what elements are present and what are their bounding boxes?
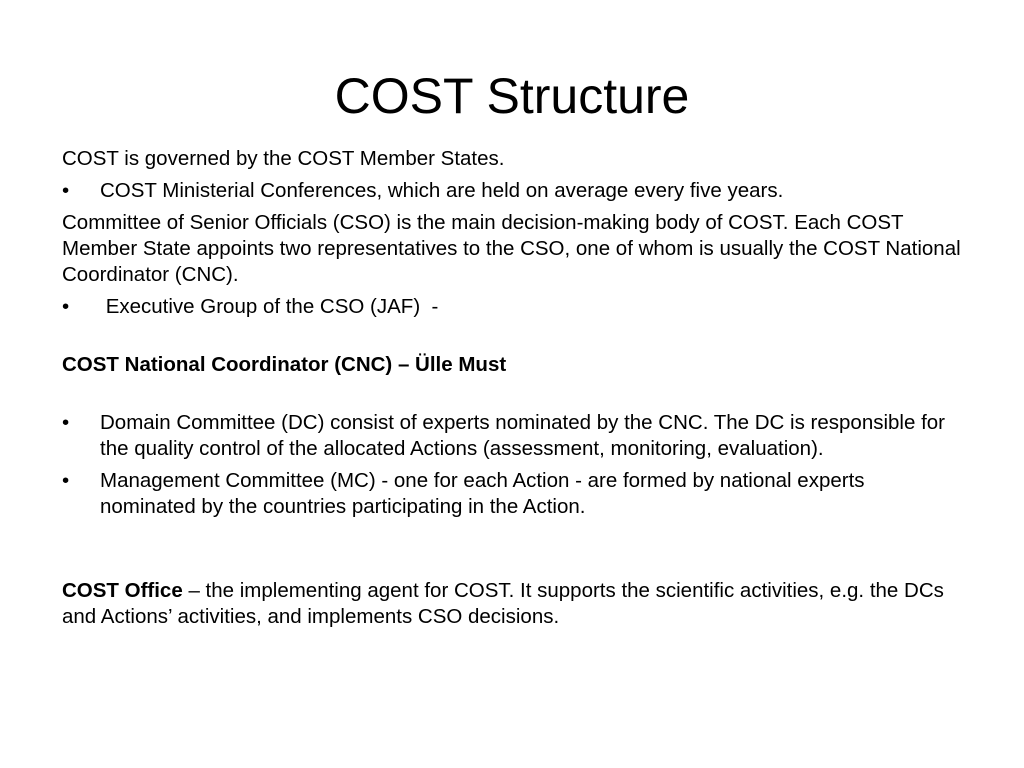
bullet-marker: • [62, 295, 70, 318]
bullet-text: Domain Committee (DC) consist of experts nominated by the CNC. The DC is responsible for the quality control of the allocated Actions (assessment, monitoring, evaluation). [100, 411, 945, 460]
spacer [62, 384, 962, 410]
paragraph-cso: Committee of Senior Officials (CSO) is the main decision-making body of COST. Each COST Member State appoints two representatives to the CSO, one of whom is usually the COST National Coordinator (CNC). [62, 211, 961, 286]
paragraph-governance: COST is governed by the COST Member States. [62, 147, 505, 170]
bullet-management-committee [62, 468, 962, 520]
bullet-marker: • [62, 469, 70, 492]
bullet-domain-committee [62, 410, 962, 462]
spacer [62, 326, 962, 352]
paragraph-cost-office [62, 578, 962, 630]
bullet-marker: • [62, 179, 70, 202]
cost-office-text: – the implementing agent for COST. It supports the scientific activities, e.g. the DCs and Actions’ activities, and implements CSO decisions. [62, 579, 944, 628]
bullet-executive-group [62, 294, 962, 320]
bullet-marker: • [62, 411, 70, 434]
bullet-text: Executive Group of the CSO (JAF) - [100, 295, 439, 318]
spacer [62, 526, 962, 578]
slide-title: COST Structure [334, 68, 690, 124]
bullet-ministerial-conferences [62, 178, 962, 204]
bullet-text: COST Ministerial Conferences, which are held on average every five years. [100, 179, 784, 202]
slide-body [62, 146, 962, 636]
cnc-heading: COST National Coordinator (CNC) – Ülle Must [62, 353, 507, 376]
bullet-text: Management Committee (MC) - one for each Action - are formed by national experts nominated by the countries participating in the Action. [100, 469, 865, 518]
cost-office-label: COST Office [62, 579, 183, 602]
